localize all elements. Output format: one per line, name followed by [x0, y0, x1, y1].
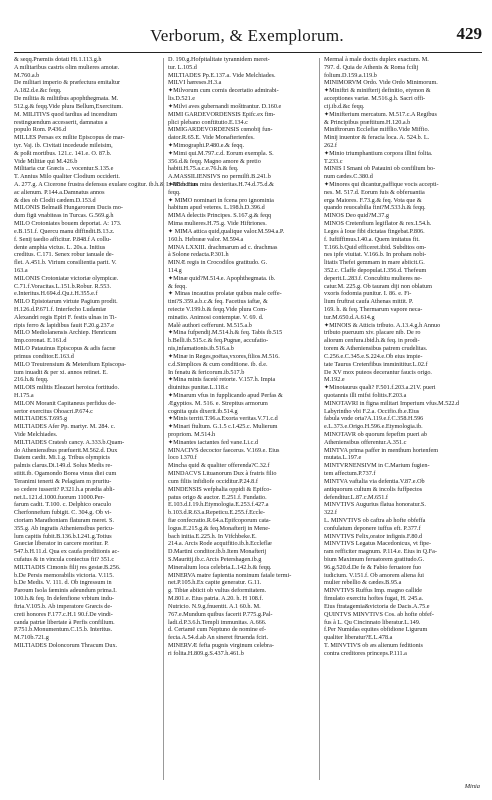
- index-entry-line: & dies ob Clodii cædem.D.153.d: [14, 196, 96, 204]
- index-entry-line: Paroum Isola fæminis adeundum prima.I.: [14, 587, 117, 595]
- index-entry-line: 355.g. Ab ingratis Atheniensibus pericu-: [14, 524, 115, 532]
- index-entry-line: 163.a: [14, 266, 28, 274]
- index-entry-line: net.L.121.d.1000.fuorum 11000.Per-: [14, 493, 105, 501]
- index-entry-line: canda patriæ libertate à Perfis confilium.: [14, 618, 115, 626]
- index-entry-line: T.233.c: [324, 157, 343, 165]
- index-entry-line: ripis ferro & lapidibus fauit F.20.g.237.e: [14, 321, 115, 329]
- index-entry-line: ✦Minæ quid?M.514.e. Apophthegmata. ib.: [168, 274, 276, 282]
- index-entry-line: so cedere iusserit? P.321.h.a prædia abli-: [14, 485, 115, 493]
- index-entry-line: MINTVA prima paffer in menthum hortenfem: [324, 446, 439, 454]
- index-entry-line: tint?S.359.a.b.c.& feq. Facetius iaftæ, &: [168, 298, 268, 306]
- index-entry-line: MINVTIVS Felix,orator infignis.F.80.d: [324, 532, 423, 540]
- index-entry-line: Malè authori cefferunt. M.515.a.b: [168, 321, 252, 329]
- index-entry-line: cognita quis dixerit.ib.514.g: [168, 407, 238, 415]
- index-entry-line: b.De Persis memorabilis victoria. V.115.: [14, 571, 114, 579]
- index-entry-line: defenditur.L.87.c.M.651.f: [324, 493, 388, 501]
- index-entry-line: tyr. Vaj. ib. Civitati incedeude mileisim,: [14, 141, 113, 149]
- index-entry-line: De militia & militibus apophthegmata. M.: [14, 95, 119, 103]
- index-entry-line: Alexandri regis Epiri F. festis ulnas in Ti-: [14, 313, 117, 321]
- index-entry-line: Ægyptios. M. 516. e. Strepitus armorum: [168, 399, 268, 407]
- index-entry-line: T. MINVTIVS ob æs alienum feditionis: [324, 641, 423, 649]
- index-entry-line: ✦Mina minis faceté retorte. V.157.h. Impia: [168, 376, 276, 384]
- index-entry-line: f. Senij taedio afficitur. P.848.f A collu-: [14, 235, 112, 243]
- index-entry-line: A.182.d.e.&c feqq.: [14, 87, 62, 95]
- index-entry-line: à Solone redacta.P.301.h: [168, 251, 229, 259]
- index-entry-line: plici plebano conftitutio.E.134.c: [168, 118, 248, 126]
- index-entry-line: fimulato exercitu hoftes fugat, H. 245.a.: [324, 595, 424, 603]
- index-entry-line: Mima mulieres.H.75.g. Vide Hiftriones.: [168, 220, 267, 228]
- index-entry-line: MINOTAVR ob quorum fepefim pueri ab: [324, 431, 428, 438]
- index-entry-line: ri folita.H.809.g.S.437.h.461.b: [168, 649, 244, 657]
- index-entry-line: P.751.b.Monumentum.C.15.b. Interitus.: [14, 626, 113, 634]
- index-entry-line: feqq.: [168, 188, 181, 196]
- index-entry-line: MINIS I Smani ob Patauini ob confilium bo-: [324, 165, 436, 173]
- index-entry-line: Minij inuentor & feracia loca. A. 524.b. L.: [324, 134, 430, 142]
- index-entry-line: MILO Mediolanensis Archiep. Henricum: [14, 329, 117, 337]
- index-entry-line: MILOIS militis Eleazari heroica fortitudo.: [14, 384, 119, 392]
- index-entry-line: De militari imperio & præfectura emitaltur: [14, 79, 121, 87]
- index-entry-line: folium.D.159.a.119.b: [324, 71, 377, 79]
- index-entry-line: tem affectum.P.737.f: [324, 470, 376, 478]
- index-entry-line: Teranimi tenerti & Pelagiam m pruritu-: [14, 477, 112, 485]
- page-header: [8, 26, 486, 46]
- index-entry-line: De XV mox puteos decerantur faucis origo.: [324, 368, 432, 376]
- index-entry-line: QUINTVS MINVTIVS Cos. ab hofte obfef-: [324, 610, 434, 618]
- index-entry-line: tum inuadit & per xi. annos retinet. E.: [14, 368, 108, 376]
- index-entry-line: farum cadit. T.100. c. Delphico oraculo: [14, 501, 112, 509]
- index-entry-line: ctoriam Marathoniam flaturam meret. S.: [14, 516, 114, 524]
- index-entry-line: MINERVÆ fefta pugnis virginum celebra-: [168, 641, 274, 649]
- index-entry-line: Vide Melchiades.: [14, 431, 58, 438]
- index-entry-line: C.256.e.C.345.e.S.224.e.Ob eius impie-: [324, 352, 423, 360]
- index-entry-line: ✦Minarum vfus in fupplicando apud Perfas &: [168, 391, 283, 399]
- index-entry-line: MINIMORVM Ordo. Vide Ordo Minimorum.: [324, 79, 438, 87]
- index-entry-line: Eius ftratagemia&victoria de Dacis.A.75.e: [324, 602, 430, 610]
- index-entry-line: ✦MINOIS & Atticis tributo. A.13.4.g.h Annuo: [324, 321, 441, 329]
- index-entry-line: MILO Treuirensium & Metenfium Episcopa-: [14, 360, 127, 368]
- index-entry-line: MILTIADES Pp.E.137.a. Vide Melchiades.: [168, 71, 276, 79]
- index-entry-line: quando reuocabilia fint?M.533.h.& feqq.: [324, 204, 426, 212]
- index-entry-line: creditus. C.171. Senex robur ianuale de-: [14, 251, 114, 259]
- index-entry-line: tate Taurus Cretenfibus imminititur.L.02.f: [324, 360, 428, 368]
- index-entry-line: MINDENSIS wefphalia oppidi & Epifco-: [168, 485, 272, 493]
- index-entry-line: MINVTIVS Augurius flatua honoratur.S.: [324, 501, 426, 509]
- index-entry-line: 547.b.H.11.d. Qua ex caufa proditionis ac-: [14, 548, 120, 556]
- index-entry-line: contra creditores princeps.P.111.a: [324, 649, 407, 657]
- index-entry-line: Atheniensibus offerentur.A.351.c: [324, 438, 407, 446]
- index-entry-line: qualiter liberatur?E.L.478.a: [324, 634, 393, 642]
- index-entry-line: MINOS Cretenfium legiflator & rex.I.54.h.: [324, 220, 432, 228]
- index-entry-line: Græciæ liberator in carcere moritur. P.: [14, 540, 109, 548]
- index-entry-line: ftria.V.105.b. Ab imperatore Græcis de-: [14, 602, 113, 610]
- index-entry-line: MINTVA vaftalia via defentia.V.87.e.Ob: [324, 477, 425, 485]
- index-entry-line: T. Annius Milo qualiter Clodium occiderit.: [14, 173, 120, 181]
- index-entry-line: ✦ MIMO nominari in fcena pro ignominia: [168, 196, 274, 204]
- index-entry-line: catur.M. 225.g. Ob tauram diji non oblatum: [324, 282, 432, 290]
- index-entry-line: lium fruftrat caufa Athenas mittit. P.: [324, 298, 414, 306]
- index-entry-line: mulier rebellio & cædes.B.95.a: [324, 579, 402, 587]
- index-entry-line: ✦Minantes iactantes fed vane.Li.c.d: [168, 438, 259, 446]
- index-entry-line: Mineralium loca celebria.L.142.b.& feqq.: [168, 563, 272, 571]
- index-entry-line: tur. L.105.d: [168, 63, 197, 71]
- index-entry-line: MILO Crotoniates bouem deportat. A: 173.: [14, 220, 122, 228]
- index-entry-line: b.De Medis. V. 111. d. Ob ingressum in: [14, 579, 112, 587]
- index-entry-line: 322.f: [324, 509, 337, 517]
- index-entry-line: ✦Minio triumphantium corpora illini folita.: [324, 149, 433, 157]
- index-entry-line: ✦Minari ftultum. G.1.5 c.I.425.c. Mulierum: [168, 423, 278, 431]
- catchword: Minia: [464, 783, 480, 790]
- page-number: 429: [456, 24, 482, 43]
- index-entry-line: bium Maximum feruatorem gratitudo.G.: [324, 556, 425, 563]
- index-entry-line: e.L.373.e.Origo.H.596.e.Etymologia.ib.: [324, 423, 423, 431]
- index-entry-line: ✦Minotaurus quali? F.501.f.203.a.21V. pueri: [324, 384, 436, 392]
- index-entry-line: 169. h. & feq. Thermarum vapore neca-: [324, 306, 423, 313]
- index-entry-line: MINVTIVS Legatus Macedonicus, vt fipe-: [324, 540, 432, 548]
- index-entry-line: deperit.L.283.f. Concubitu mulieres ne-: [324, 274, 423, 282]
- column-divider: [163, 58, 164, 780]
- index-entry-line: ✦Mimi qui.M.797.c.d. Eorum exempla. S.: [168, 149, 274, 157]
- index-entry-line: MINACIVS decoctor faecerus. V.169.e. Eius: [168, 446, 280, 454]
- index-entry-line: ✦Miniftri & minifterij definitio, etymon &: [324, 87, 431, 95]
- index-entry-line: e.B.151.f. Quercu manu diffindit.B.13.z.: [14, 227, 115, 235]
- index-entry-line: H.175.a: [14, 391, 34, 399]
- index-entry-line: restinguendum accesserit, damnatus a: [14, 118, 108, 126]
- index-entry-line: MILONIS Crotoniatæ victoriæ olympicæ.: [14, 274, 119, 282]
- index-entry-line: ✦ MIMA attica quid,qualique valor.M.594.a.P.: [168, 227, 285, 235]
- index-entry-line: & seqq.Præmiis dotati Hi.1.113.g.h: [14, 56, 102, 63]
- index-entry-line: MILTIADES Doloncorum Thracum Dux.: [14, 641, 118, 649]
- index-entry-line: fiæ confecratio.R.64.a.Epifcoporum cata-: [168, 516, 271, 524]
- index-entry-line: Datem cædit. Mi.1.g. Tribus olympicis: [14, 454, 110, 462]
- index-entry-line: MILLES Persas ex milite Episcopus de mar-: [14, 134, 125, 142]
- index-entry-line: MINTVRNENSIVM in C.Marium fugien-: [324, 462, 430, 470]
- column-divider: [319, 58, 320, 780]
- index-entry-line: Mincha quid & qualiter offerenda?C.32.f: [168, 462, 270, 470]
- index-entry-line: ✦Minæ in Reges,poëtas,vxores,filios.M.516.: [168, 352, 280, 360]
- index-entry-line: do Atheniensibus præfuerit.M.562.d. Dux: [14, 446, 118, 454]
- index-entry-line: ✦Minifterium mercatum. M.517.c.A Regibus: [324, 110, 437, 118]
- index-entry-line: Leges à Ioue fibi dictatas fingebat.P.806.: [324, 227, 425, 235]
- index-entry-line: 767.e.Mundum quibus facerit P.775.g.Pal-: [168, 610, 273, 618]
- index-entry-line: E.103.d.I.19.h.Etymologia.E.253.f.427.a: [168, 501, 269, 509]
- index-entry-line: sertor exercitus Ohoacri.P.674.c: [14, 407, 93, 415]
- index-entry-line: & poßt mortibus. 121.c. 141.e. O. 87.b.: [14, 149, 112, 157]
- index-entry-line: confulatum deponere iuffus eft. P.377.f: [324, 524, 421, 532]
- index-entry-line: net.P.105.h.Ex capite generatur. G.11.: [168, 579, 262, 587]
- index-entry-line: ac alienum. P.144.a.Damnatus annos: [14, 188, 105, 196]
- index-entry-line: bach initia.E.225.h. In Vifchbeke.E.: [168, 532, 257, 540]
- index-entry-line: 512.g.& feqq.Vide plura Bellum,Exercitum.: [14, 102, 123, 110]
- index-entry-line: S.Mauritij.ib.c.Arcis Petershagen.ib.g: [168, 556, 262, 563]
- index-entry-line: H.126.d.P.671.f. Interfecho Ludamiæ: [14, 306, 107, 313]
- index-entry-line: diuinitus punitæ.L.118.c: [168, 384, 229, 392]
- index-entry-line: num cædes.C.380.d: [324, 173, 373, 181]
- index-entry-line: habiti.H.75.a.c.e.76.h.& feq.: [168, 165, 239, 173]
- index-entry-line: ladi.d.P.3.6.h.Templi immunitas. A.666.: [168, 618, 267, 626]
- index-entry-line: fus à L. Qu Cincinnato liberatur.L.149.: [324, 618, 421, 626]
- index-entry-line: fabula vnde orta?A.119.e.f.C.358.H.596: [324, 415, 424, 423]
- index-entry-line: ✦Mimographi.P.480.e.& feqq.: [168, 141, 244, 149]
- index-entry-line: 352.c. Claffe depopulat.I.356.d. Thefeum: [324, 266, 427, 274]
- index-entry-line: g. Tibiæ abiicit ob vultus deformitatem.: [168, 587, 267, 595]
- index-entry-line: MILONIS Belmaiß Hungarorum Ducis mo-: [14, 204, 123, 212]
- index-entry-line: MILTIADIS Cimonis filij res gestæ.B.256.: [14, 563, 121, 571]
- index-entry-line: patus origo & auctor. E.251.f. Fundatio.: [168, 493, 267, 501]
- index-entry-line: cij.ib.d.&c feqq.: [324, 102, 365, 110]
- index-entry-line: MINOTAVRI in figna militari Imperium vfus.M.522.d: [324, 399, 460, 407]
- index-entry-line: MINOS Deo quid?M.37.g: [324, 212, 389, 220]
- index-entry-line: iudicium. V.151.f. Ob amorem aliena ſui: [324, 571, 424, 579]
- index-entry-line: MILO Epistotarum virtute Pagium prodit.: [14, 298, 118, 306]
- index-entry-line: M.192.e: [324, 376, 345, 384]
- index-entry-line: 100.h.& feq. In defenfione vrbium indu-: [14, 595, 115, 603]
- index-entry-line: ✦Minores qui dicantur,paffique vocis accepti-: [324, 181, 439, 188]
- index-entry-line: erga Maiores. F.73.g.& feq. Vota que &: [324, 196, 422, 204]
- index-entry-line: Cherfonnefum fubigit. C. 304.g. Ob vi-: [14, 509, 112, 517]
- index-entry-line: lum capitis fubit.B.136.b.I.241.g.Totius: [14, 532, 112, 540]
- index-entry-line: ✦Milvi aves gubernandi mošttrantur. D.160.e: [168, 102, 282, 110]
- index-entry-line: M.801.e. Eius patria. A.20. h. H 108.f.: [168, 595, 264, 603]
- index-entry-line: creti honores F.177.c.H.1 90.f.De vindi-: [14, 610, 113, 618]
- index-column-3: [324, 56, 476, 784]
- index-entry-line: 356.d.& feqq. Magno amore & pretio: [168, 157, 261, 165]
- index-entry-line: habitum apud veteres. L.198.h.D.396.d: [168, 204, 265, 212]
- index-entry-line: MILTIADES Cratesb cancy. A.333.b.Quam-: [14, 438, 125, 446]
- index-entry-line: MIMA delectis Principes. S.167.g.& feqq: [168, 212, 272, 220]
- index-entry-line: e.Interitus.H.694.d.Qu.t.H.355.e.f: [14, 290, 98, 298]
- index-entry-line: cum filiis infidiofe occiditur.P.24.8.f: [168, 477, 258, 485]
- index-entry-line: MILTIADES.T.695.g: [14, 415, 68, 423]
- index-entry-line: MINVTIVS Ruffus Imp. magno callide: [324, 587, 423, 595]
- index-entry-line: ✦Mimorum mira dexteritas.H.74.d.75.d.&: [168, 181, 274, 188]
- index-entry-line: palmis clarus.Di.149.d. Solus Medis re-: [14, 462, 113, 470]
- index-entry-line: M. MILITIVS quod tardius ad incendium: [14, 110, 118, 118]
- index-entry-line: logus.E.215.g.& feq.Monafterij in Mene-: [168, 524, 271, 532]
- index-entry-line: 160.h. Hebrææ valor. M.594.a: [168, 235, 244, 243]
- index-entry-line: MILTIADES Afer Pp. martyr. M. 284. c.: [14, 423, 115, 431]
- index-entry-line: Vide Militiæ qui M.426.b: [14, 157, 78, 165]
- index-entry-line: C.71.f.Voracitas.L.151.b.Robur. R.553.: [14, 282, 111, 290]
- header-rule: [14, 52, 482, 53]
- index-entry-line: In fenatu & fericorum.ib.517.b: [168, 368, 245, 376]
- index-entry-line: 96.g.520.d.De fe & Fabio feruatore fuo: [324, 563, 422, 571]
- index-entry-line: nes ipfe viuitat. V.166.b. In proham nobi-: [324, 251, 427, 259]
- index-entry-line: D.Martini conditor.ib.b.Item Monafterij: [168, 548, 267, 556]
- index-entry-line: L. MINVTIVS ob caftra ab hofte obfeffa: [324, 516, 426, 524]
- index-entry-line: Militaria cur Græcis ... vocentur.S.135.e: [14, 165, 114, 173]
- index-entry-line: acceptiones variæ. M.516.g.h. Sacri offi-: [324, 95, 426, 103]
- index-entry-line: ram refficiter magnum. P.114.e. Eius in Q.Fa-: [324, 548, 437, 556]
- index-entry-line: loco I.370.f: [168, 454, 197, 462]
- index-entry-line: reiecte V.199.b.& feqq.Vide plura Com-: [168, 306, 268, 313]
- index-entry-line: 797. d. Quia de Athenis & Roma fcilij: [324, 63, 419, 71]
- index-entry-line: cufatus & in vincula coniectus fit? 351.c: [14, 556, 115, 563]
- index-entry-line: dator.R.65.E. Vide Monafterienfes.: [168, 134, 255, 142]
- index-entry-line: nis,infamationis.ib.516.a.b: [168, 345, 234, 353]
- index-entry-line: propriom. M.514.h: [168, 431, 216, 438]
- index-entry-line: MILVI hæreses.H.3.a: [168, 79, 222, 87]
- index-entry-line: M.710b.721.g: [14, 634, 49, 642]
- index-entry-line: lis.D.521.e: [168, 95, 195, 103]
- index-entry-line: f.Per Numidas equites obfidione Ligurum: [324, 626, 428, 634]
- index-entry-line: MINA LXXIII. drachmarum ad c. drachmas: [168, 243, 278, 251]
- index-entry-line: litatis Thefei gemmam in mare abiicit.G.: [324, 259, 425, 267]
- index-entry-line: MIMI GARDEVORDENSIS Epifc.ex fim-: [168, 110, 276, 118]
- index-entry-line: MILON Moranit Capitaneus perfidus de-: [14, 399, 117, 407]
- index-entry-line: dente amphia victus. L. 20s.a. Initius: [14, 243, 106, 251]
- index-entry-line: flet. A.451.b. Virium consilientia parit. V.: [14, 259, 117, 267]
- index-entry-line: Miniftrorum Ecclefiæ mifflio.Vide Miffio.: [324, 126, 430, 134]
- index-entry-line: & feqq.: [168, 282, 187, 290]
- index-entry-line: MINDACVS Lituanorum Dux à fratris filio: [168, 470, 277, 478]
- index-entry-line: MIMIGARDEVORDENSIS cœnobij fun-: [168, 126, 273, 134]
- index-entry-line: MILO Patauinus Episcopus & adis facræ: [14, 345, 116, 353]
- index-entry-line: 214.a. Arcis Rode acquifitio.ib.h.Eccleflæ: [168, 540, 272, 548]
- index-column-2: [168, 56, 314, 784]
- index-entry-line: ✦ Minas incautius prolatæ quibus male ceffe-: [168, 290, 282, 298]
- index-entry-line: A.MASSILIENSIVS no permilfi.B.241.b: [168, 173, 271, 181]
- index-entry-line: b.Belli.ib.515.c.& feq.Pugnæ, accufatio-: [168, 337, 269, 345]
- index-entry-line: antiquorum cultum & incolis fuffpectos: [324, 485, 423, 493]
- running-title: Verborum, & Exemplorum.: [150, 26, 344, 45]
- index-entry-line: fecta.A.54.d.ab An sineret ftruenda fciri.: [168, 634, 269, 642]
- index-entry-line: Mermal à male doctis duplex exactum. M.: [324, 56, 429, 63]
- index-entry-line: Imp.coronat. E.161.d: [14, 337, 67, 345]
- index-entry-line: Labyrintho vbi F.2.a. Occifio.ib.e.Eius: [324, 407, 420, 415]
- index-entry-line: mutata.L.197.e: [324, 454, 362, 462]
- index-entry-line: vxoris fodomia punitur. I. 86. e. Fi-: [324, 290, 412, 298]
- index-entry-line: quotannis illi mifsi folitis.F.203.a: [324, 391, 407, 399]
- index-entry-line: c.d.Simplices & cum conditione. ib. d.e.: [168, 360, 268, 368]
- index-entry-line: A. 277.g. A Cicerone frustra defensus exulare cogitur. ib.h.& L.485.b.Eius: [14, 181, 198, 188]
- index-entry-line: minatio. Animosi contemptæ. V. 69. d.: [168, 313, 264, 321]
- index-entry-line: A militaribus castris olim mulieres amotæ.: [14, 63, 120, 71]
- index-entry-line: 262.f: [324, 141, 337, 149]
- index-entry-line: M.760.a.b: [14, 71, 40, 79]
- index-entry-line: 114.g: [168, 266, 182, 274]
- index-entry-line: 216.h.& feqq.: [14, 376, 49, 384]
- index-entry-line: aliorum cenfura.ibid.h.& feq. in prodi-: [324, 337, 420, 345]
- index-entry-line: tur.M.650.d.A.614.g: [324, 313, 375, 321]
- index-entry-line: ✦Mina fufpendij.M.514.h.& feq. Tabis ib.515: [168, 329, 283, 337]
- index-entry-line: tributo pueruum xiv. placare nib. De ro: [324, 329, 421, 337]
- index-entry-line: & Principibus præftitum.H.120.a.b: [324, 118, 411, 126]
- index-entry-line: MINERVA matre fapientia nominum fatale termi-: [168, 571, 292, 579]
- index-entry-line: primus conditor.E.163.d: [14, 352, 74, 360]
- index-entry-line: MINÆ regis in Crocodilos gratitudo. G.: [168, 259, 268, 267]
- index-entry-line: populo Rom. P.436.d: [14, 126, 67, 134]
- index-entry-line: ✦Minis territi.T.96.a.Exorta veritas.V.71.c.d: [168, 415, 278, 423]
- index-entry-line: nes. M. 517.d. Eorum fuis & obferuantia: [324, 188, 425, 196]
- index-entry-line: Nutricio. N.9.g.fnuentit. A.1 60.h. M.: [168, 602, 261, 610]
- index-entry-line: T.166.b.Quid efficeret.ibid. Subditos om-: [324, 243, 427, 251]
- index-entry-line: b.103.d.R.63.a.Repeticu.E.255.f.Eccle-: [168, 509, 265, 517]
- index-entry-line: f. Iuftiffimus.I.40.a. Quem imitatus fit.: [324, 235, 420, 243]
- index-entry-line: D. 190.g.Hofpitalitate tyrannidem meret-: [168, 56, 270, 63]
- index-entry-line: ✦Milvorum cum cornis decertatio admirabi-: [168, 87, 279, 95]
- index-entry-line: dum figü vnabiteas in Turcas. G.569.g.h: [14, 212, 114, 220]
- index-entry-line: torem & Atheniensibus patrem crudelitas.: [324, 345, 428, 353]
- index-entry-line: d. Certamë cum Neptuno de nomine ef-: [168, 626, 267, 634]
- index-entry-line: stitit.ib. Ogamondo Borea vinus diei cum: [14, 470, 117, 478]
